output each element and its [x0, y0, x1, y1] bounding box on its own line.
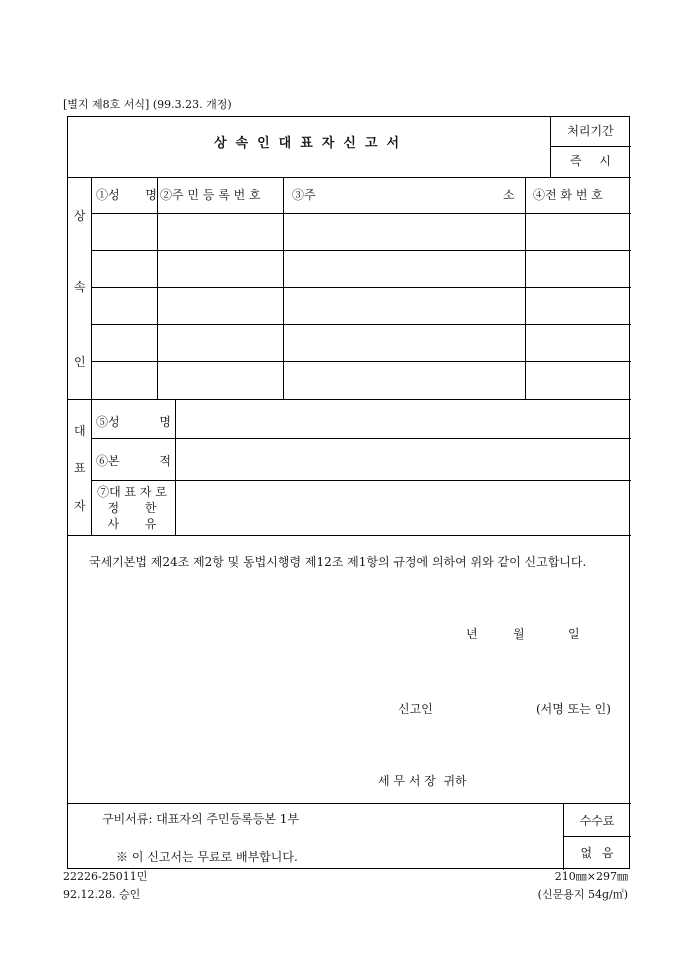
divider [91, 438, 631, 439]
rep-name-label: ⑤성 명 [96, 415, 171, 429]
fee-label: 수수료 [579, 814, 615, 828]
form-header: [별지 제8호 서식] (99.3.23. 개정) [63, 98, 232, 111]
heir-col-resident-number: ②주 민 등 록 번 호 [160, 188, 261, 202]
processing-period-value: 즉 시 [570, 154, 611, 168]
heir-side-char: 속 [74, 280, 86, 294]
form-frame [67, 116, 630, 869]
divider [91, 399, 92, 535]
divider [68, 535, 631, 536]
heir-col-name: ①성 명 [96, 188, 157, 202]
processing-period-label: 처리기간 [567, 124, 614, 138]
free-distribution-notice: ※ 이 신고서는 무료로 배부합니다. [116, 850, 298, 864]
divider [91, 324, 631, 325]
heir-side-char: 인 [74, 355, 86, 369]
paper-type: (신문용지 54g/㎡) [537, 888, 628, 901]
paper-size: 210㎜×297㎜ [554, 870, 628, 883]
rep-reason-label: 정 한 [107, 501, 157, 515]
heir-side-char: 상 [74, 209, 86, 223]
heir-col-address: ③주 [292, 188, 316, 202]
signer-label: 신고인 [398, 702, 433, 716]
declaration-text: 국세기본법 제24조 제2항 및 동법시행령 제12조 제1항의 규정에 의하여 위와 같이 신고합니다. [89, 555, 587, 569]
divider [91, 250, 631, 251]
divider [91, 287, 631, 288]
rep-side-char: 표 [74, 461, 86, 475]
addressee: 세 무 서 장 귀하 [378, 774, 467, 788]
divider [91, 480, 631, 481]
rep-origin-label: ⑥본 적 [96, 454, 171, 468]
divider [563, 836, 631, 837]
signer-sign-note: (서명 또는 인) [536, 702, 611, 716]
rep-reason-label: ⑦대 표 자 로 [97, 485, 167, 499]
divider [283, 177, 284, 399]
date-month: 월 [513, 627, 525, 641]
divider [68, 177, 631, 178]
divider [175, 399, 176, 535]
divider [525, 177, 526, 399]
rep-side-char: 자 [74, 499, 86, 513]
rep-reason-label: 사 유 [107, 517, 157, 531]
required-documents: 구비서류: 대표자의 주민등록등본 1부 [102, 812, 300, 826]
form-code: 22226-25011민 [63, 870, 148, 883]
divider [68, 399, 631, 400]
divider [91, 361, 631, 362]
divider [91, 213, 631, 214]
heir-col-phone: ④전 화 번 호 [533, 188, 603, 202]
approval-date: 92.12.28. 승인 [63, 888, 141, 901]
divider [68, 803, 631, 804]
fee-value: 없 음 [580, 846, 614, 860]
divider [550, 146, 631, 147]
date-year: 년 [466, 627, 478, 641]
divider [91, 177, 92, 399]
date-day: 일 [568, 627, 580, 641]
rep-side-char: 대 [74, 424, 86, 438]
divider [157, 177, 158, 399]
form-title: 상속인대표자신고서 [214, 136, 409, 151]
heir-col-address-end: 소 [503, 188, 515, 202]
